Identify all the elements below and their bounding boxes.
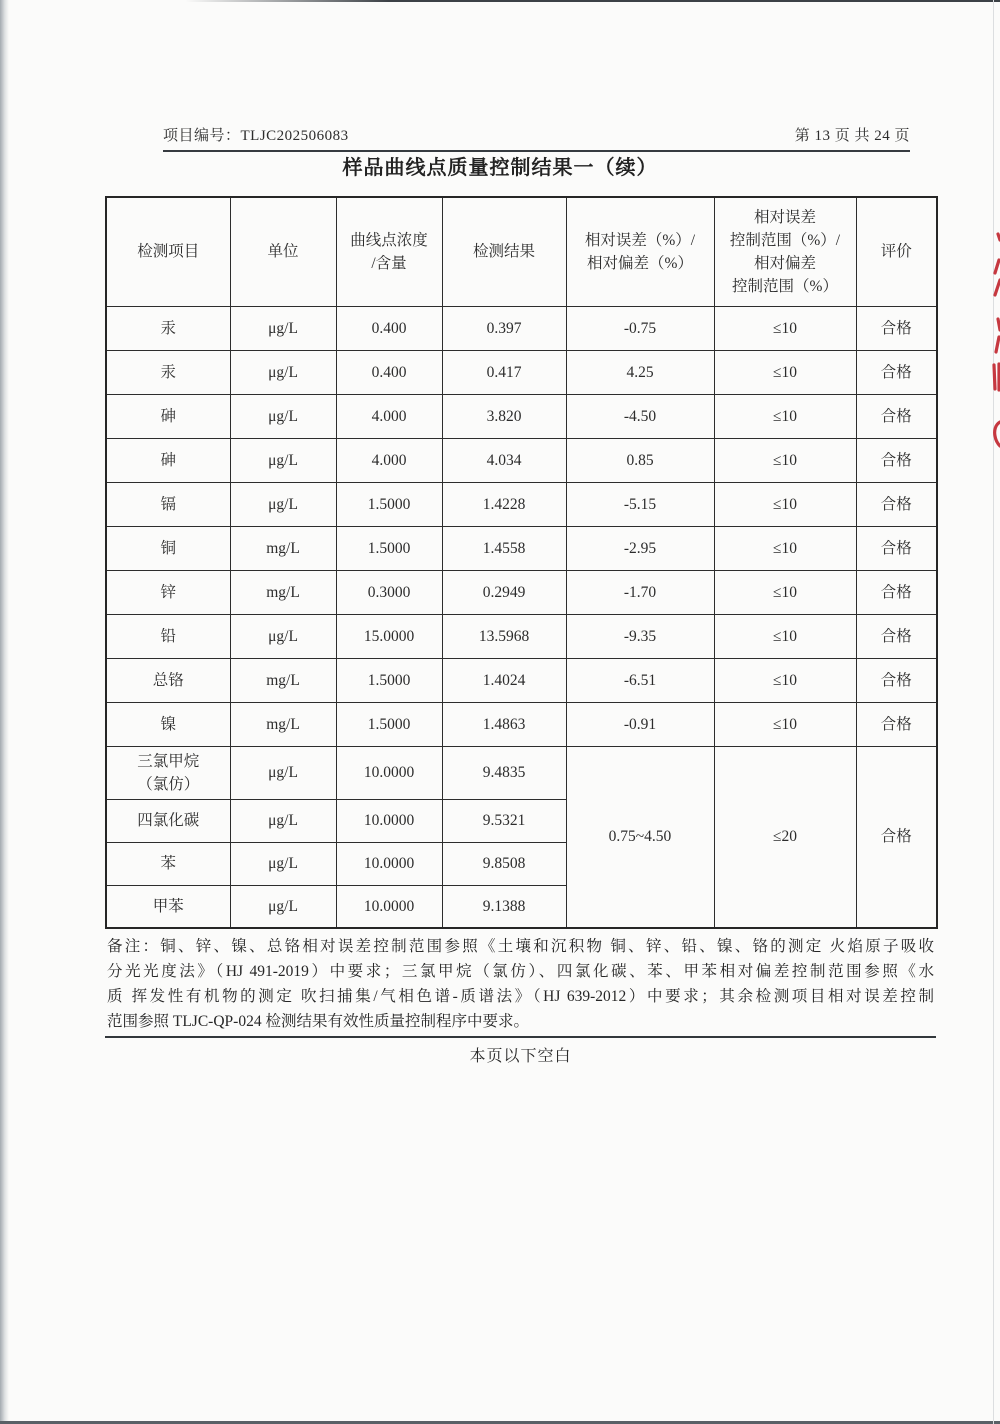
cell-limit: ≤10 [714, 350, 856, 394]
cell-item: 总铬 [106, 658, 230, 702]
cell-item: 镉 [106, 482, 230, 526]
cell-evaluation: 合格 [856, 702, 937, 746]
scan-edge-left-shadow [0, 0, 9, 1424]
cell-unit: mg/L [230, 658, 336, 702]
cell-evaluation: 合格 [856, 306, 937, 350]
cell-unit: μg/L [230, 394, 336, 438]
cell-limit: ≤10 [714, 482, 856, 526]
cell-concentration: 0.3000 [336, 570, 442, 614]
cell-limit: ≤10 [714, 306, 856, 350]
cell-limit: ≤10 [714, 438, 856, 482]
page-indicator: 第 13 页 共 24 页 [794, 128, 910, 144]
column-header: 检测结果 [442, 197, 566, 306]
cell-result: 1.4228 [442, 482, 566, 526]
project-number-label: 项目编号： [163, 128, 241, 144]
table-header-row [106, 197, 937, 306]
cell-concentration: 1.5000 [336, 658, 442, 702]
cell-result: 0.417 [442, 350, 566, 394]
project-number [163, 124, 349, 145]
cell-item: 四氯化碳 [106, 799, 230, 842]
cell-concentration: 10.0000 [336, 842, 442, 885]
table-row [106, 526, 937, 570]
cell-deviation: -2.95 [566, 526, 714, 570]
cell-concentration: 0.400 [336, 350, 442, 394]
end-rule [105, 1036, 936, 1038]
cell-concentration: 10.0000 [336, 885, 442, 928]
cell-limit: ≤10 [714, 702, 856, 746]
table-row [106, 658, 937, 702]
cell-evaluation: 合格 [856, 394, 937, 438]
cell-deviation: -9.35 [566, 614, 714, 658]
cell-deviation: 0.85 [566, 438, 714, 482]
table-row [106, 570, 937, 614]
cell-result: 4.034 [442, 438, 566, 482]
cell-concentration: 0.400 [336, 306, 442, 350]
column-header: 单位 [230, 197, 336, 306]
cell-evaluation: 合格 [856, 350, 937, 394]
cell-concentration: 1.5000 [336, 526, 442, 570]
cell-unit: μg/L [230, 438, 336, 482]
cell-concentration: 4.000 [336, 394, 442, 438]
cell-concentration: 10.0000 [336, 799, 442, 842]
cell-deviation: -1.70 [566, 570, 714, 614]
table-row [106, 614, 937, 658]
cell-concentration: 4.000 [336, 438, 442, 482]
cell-deviation: -0.91 [566, 702, 714, 746]
cell-limit: ≤10 [714, 614, 856, 658]
document-header [163, 124, 910, 152]
column-header: 相对误差（%）/ 相对偏差（%） [566, 197, 714, 306]
note-line: 备注：铜、锌、镍、总铬相对误差控制范围参照《土壤和沉积物 铜、锌、铅、镍、铬的测定 火焰原子吸收 [107, 938, 934, 955]
cell-evaluation: 合格 [856, 614, 937, 658]
cell-unit: μg/L [230, 746, 336, 799]
note-line: 分光光度法》（HJ 491-2019）中要求；三氯甲烷（氯仿）、四氯化碳、苯、甲苯相对偏差控制范围参照《水 [107, 963, 934, 980]
cell-unit: mg/L [230, 570, 336, 614]
cell-item: 铅 [106, 614, 230, 658]
cell-result: 9.8508 [442, 842, 566, 885]
cell-evaluation: 合格 [856, 526, 937, 570]
cell-evaluation: 合格 [856, 482, 937, 526]
blank-page-note: 本页以下空白 [469, 1048, 572, 1065]
project-number-value: TLJC202506083 [240, 128, 349, 144]
cell-unit: μg/L [230, 885, 336, 928]
cell-unit: μg/L [230, 799, 336, 842]
cell-item: 甲苯 [106, 885, 230, 928]
table-row [106, 438, 937, 482]
cell-concentration: 15.0000 [336, 614, 442, 658]
cell-unit: μg/L [230, 482, 336, 526]
scan-edge-right-line [993, 0, 994, 1424]
cell-item: 砷 [106, 394, 230, 438]
table-row [106, 394, 937, 438]
table-row [106, 482, 937, 526]
cell-item: 汞 [106, 350, 230, 394]
remarks-block [107, 934, 934, 1034]
cell-limit: ≤10 [714, 526, 856, 570]
cell-result: 9.1388 [442, 885, 566, 928]
cell-unit: μg/L [230, 350, 336, 394]
cell-unit: mg/L [230, 702, 336, 746]
cell-result: 9.5321 [442, 799, 566, 842]
cell-unit: μg/L [230, 614, 336, 658]
note-line: 质 挥发性有机物的测定 吹扫捕集/气相色谱-质谱法》（HJ 639-2012）中要求；其余检测项目相对误差控制 [107, 988, 934, 1005]
cell-result: 1.4863 [442, 702, 566, 746]
table-row [106, 702, 937, 746]
cell-evaluation: 合格 [856, 438, 937, 482]
cell-deviation: -6.51 [566, 658, 714, 702]
cell-evaluation: 合格 [856, 658, 937, 702]
column-header: 曲线点浓度 /含量 [336, 197, 442, 306]
cell-limit: ≤10 [714, 570, 856, 614]
cell-item: 砷 [106, 438, 230, 482]
cell-unit: mg/L [230, 526, 336, 570]
cell-item: 汞 [106, 306, 230, 350]
table-row [106, 746, 937, 799]
cell-limit: ≤10 [714, 394, 856, 438]
cell-deviation: 4.25 [566, 350, 714, 394]
cell-result: 13.5968 [442, 614, 566, 658]
cell-unit: μg/L [230, 306, 336, 350]
cell-result: 3.820 [442, 394, 566, 438]
cell-item: 三氯甲烷 （氯仿） [106, 746, 230, 799]
cell-unit: μg/L [230, 842, 336, 885]
cell-concentration: 1.5000 [336, 702, 442, 746]
cell-deviation: -5.15 [566, 482, 714, 526]
table-row [106, 350, 937, 394]
cell-evaluation: 合格 [856, 570, 937, 614]
cell-deviation: -4.50 [566, 394, 714, 438]
cell-result: 1.4024 [442, 658, 566, 702]
table-row [106, 306, 937, 350]
cell-limit: ≤10 [714, 658, 856, 702]
cell-deviation-merged: 0.75~4.50 [566, 746, 714, 928]
cell-result: 0.397 [442, 306, 566, 350]
red-seal-edge-fragments [991, 225, 1000, 455]
page-title: 样品曲线点质量控制结果一（续） [342, 157, 658, 179]
cell-result: 9.4835 [442, 746, 566, 799]
cell-result: 0.2949 [442, 570, 566, 614]
scan-edge-top-line [185, 0, 1000, 2]
cell-concentration: 1.5000 [336, 482, 442, 526]
column-header: 相对误差 控制范围（%）/ 相对偏差 控制范围（%） [714, 197, 856, 306]
column-header: 评价 [856, 197, 937, 306]
column-header: 检测项目 [106, 197, 230, 306]
cell-item: 锌 [106, 570, 230, 614]
cell-deviation: -0.75 [566, 306, 714, 350]
note-line: 范围参照 TLJC-QP-024 检测结果有效性质量控制程序中要求。 [107, 1013, 529, 1030]
cell-item: 镍 [106, 702, 230, 746]
cell-limit-merged: ≤20 [714, 746, 856, 928]
cell-concentration: 10.0000 [336, 746, 442, 799]
cell-evaluation-merged: 合格 [856, 746, 937, 928]
cell-result: 1.4558 [442, 526, 566, 570]
qc-results-table [105, 196, 938, 929]
cell-item: 铜 [106, 526, 230, 570]
cell-item: 苯 [106, 842, 230, 885]
